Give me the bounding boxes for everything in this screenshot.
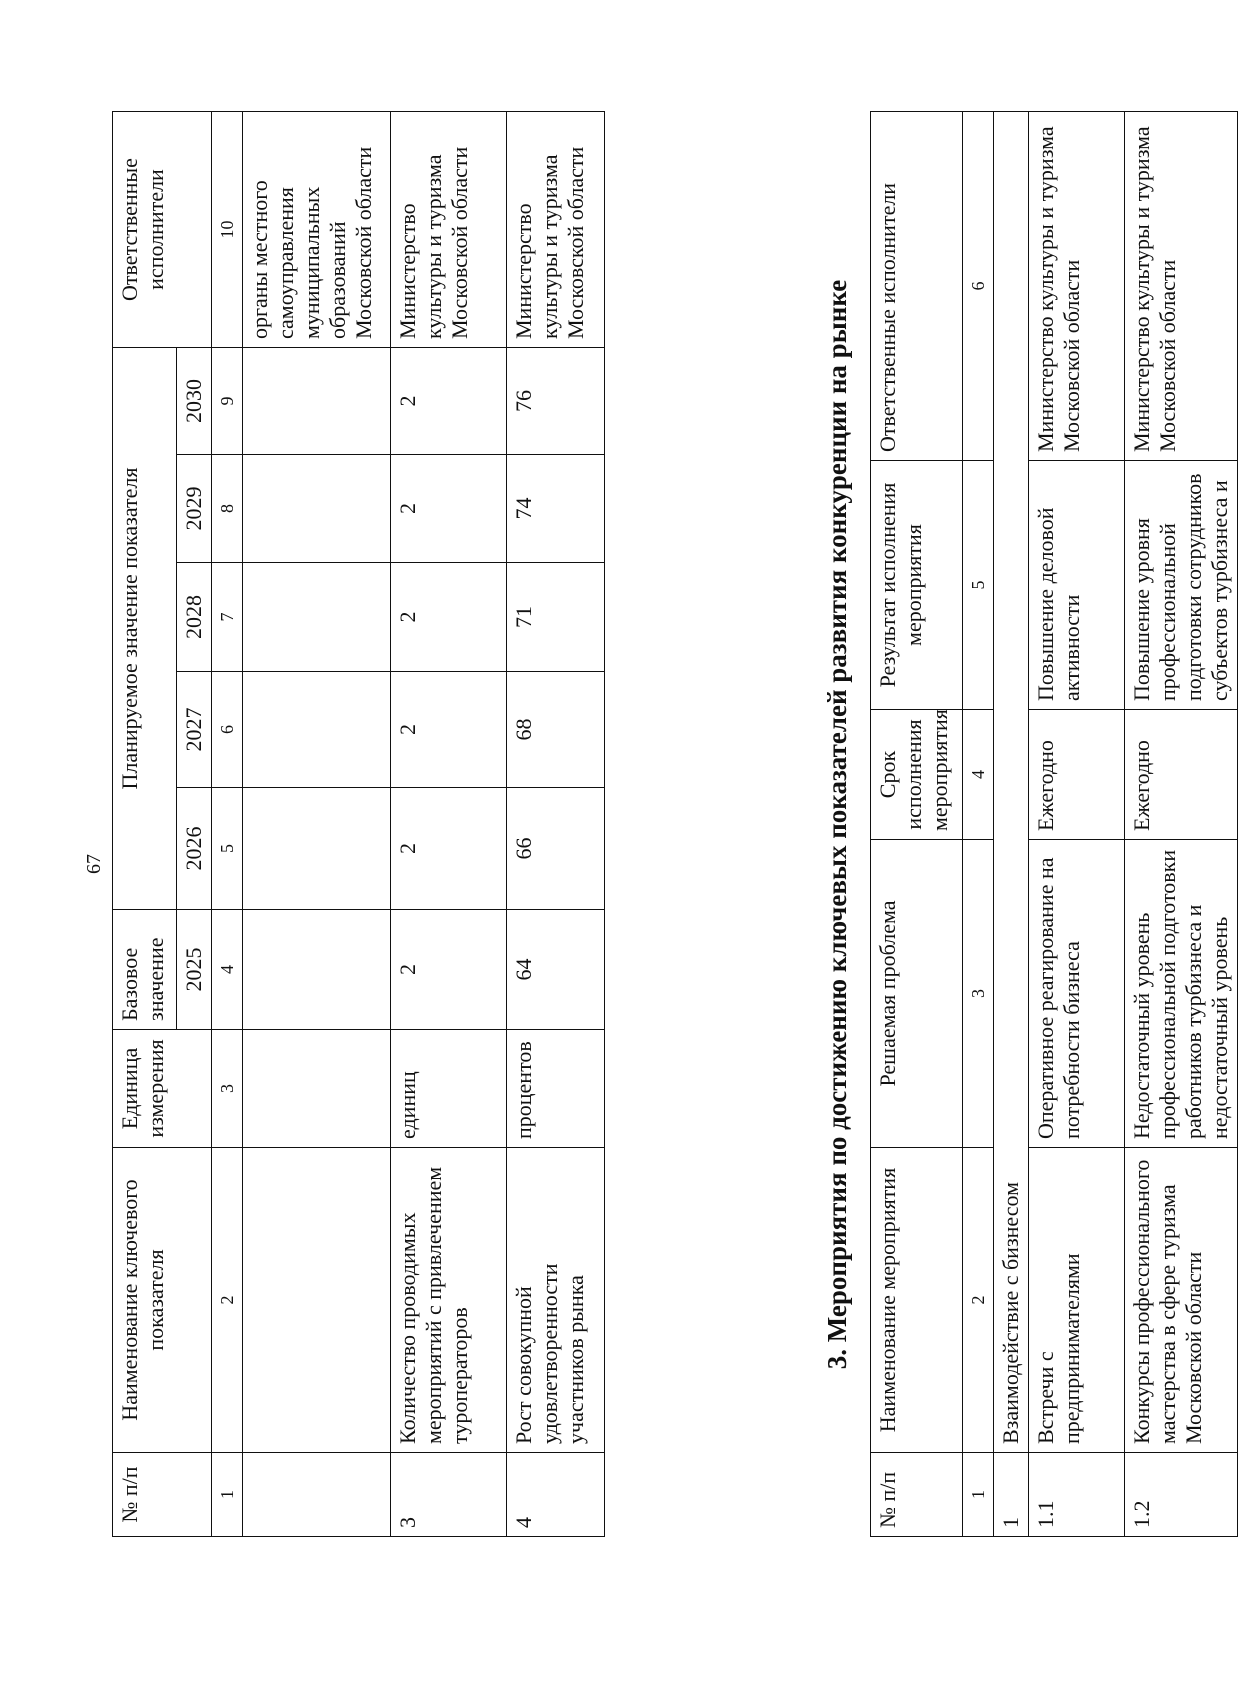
- value-cell: 66: [507, 788, 605, 910]
- column-number: 4: [212, 910, 243, 1030]
- term-cell: Ежегодно: [1029, 710, 1125, 840]
- value-cell: [243, 455, 391, 563]
- table-row: [507, 112, 605, 1537]
- term-cell: Ежегодно: [1125, 710, 1238, 840]
- header-planned-value: Планируемое значение показателя: [113, 348, 177, 910]
- value-cell: [243, 910, 391, 1030]
- indicator-name: Рост совокупной удовлетворенности участников рынка: [507, 1148, 605, 1453]
- column-number: 3: [963, 840, 994, 1148]
- header-measure-name: Наименование мероприятия: [871, 1148, 963, 1453]
- value-cell: 2: [391, 455, 507, 563]
- unit: единиц: [391, 1030, 507, 1148]
- row-num: 3: [391, 1453, 507, 1537]
- column-number: 9: [212, 348, 243, 455]
- value-cell: 76: [507, 348, 605, 455]
- row-num: 1.2: [1125, 1453, 1238, 1537]
- header-num: № п/п: [871, 1453, 963, 1537]
- year-header: 2030: [177, 348, 212, 455]
- year-header: 2027: [177, 672, 212, 788]
- value-cell: [243, 672, 391, 788]
- column-number: 1: [212, 1453, 243, 1537]
- value-cell: [243, 563, 391, 672]
- value-cell: 64: [507, 910, 605, 1030]
- measure-name: Встречи с предпринимателями: [1029, 1148, 1125, 1453]
- header-responsible: Ответственные исполнители: [871, 112, 963, 461]
- key-indicators-table: [112, 111, 605, 1537]
- column-number: 5: [963, 461, 994, 710]
- value-cell: 71: [507, 563, 605, 672]
- value-cell: [243, 348, 391, 455]
- result-cell: Повышение уровня профессиональной подготовки сотрудников субъектов турбизнеса и: [1125, 461, 1238, 710]
- result-cell: Повышение деловой активности: [1029, 461, 1125, 710]
- year-header: 2029: [177, 455, 212, 563]
- value-cell: 2: [391, 788, 507, 910]
- group-num: 1: [994, 1453, 1029, 1537]
- indicator-name: Количество проводимых мероприятий с привлечением туроператоров: [391, 1148, 507, 1453]
- responsible-cell: Министерство культуры и туризма Московской области: [507, 112, 605, 348]
- responsible-cell: Министерство культуры и туризма Московской области: [1029, 112, 1125, 461]
- column-number: 1: [963, 1453, 994, 1537]
- table-row: [391, 112, 507, 1537]
- column-number: 2: [963, 1148, 994, 1453]
- header-indicator-name: Наименование ключевого показателя: [113, 1148, 212, 1453]
- column-number: 6: [212, 672, 243, 788]
- value-cell: 2: [391, 563, 507, 672]
- year-header: 2025: [177, 910, 212, 1030]
- table-row: [1029, 112, 1125, 1537]
- header-responsible: Ответственные исполнители: [113, 112, 212, 348]
- column-number: 8: [212, 455, 243, 563]
- value-cell: [243, 788, 391, 910]
- value-cell: 2: [391, 910, 507, 1030]
- header-problem: Решаемая проблема: [871, 840, 963, 1148]
- unit: процентов: [507, 1030, 605, 1148]
- unit: [243, 1030, 391, 1148]
- column-number: 4: [963, 710, 994, 840]
- column-number: 7: [212, 563, 243, 672]
- year-header: 2028: [177, 563, 212, 672]
- column-number: 3: [212, 1030, 243, 1148]
- row-num: [243, 1453, 391, 1537]
- header-num: № п/п: [113, 1453, 212, 1537]
- problem-cell: Оперативное реагирование на потребности бизнеса: [1029, 840, 1125, 1148]
- measures-table: [870, 111, 1238, 1537]
- value-cell: 68: [507, 672, 605, 788]
- row-num: 1.1: [1029, 1453, 1125, 1537]
- header-base-value: Базовое значение: [113, 910, 177, 1030]
- header-result: Результат исполнения мероприятия: [871, 461, 963, 710]
- column-number: 6: [963, 112, 994, 461]
- group-row: [994, 112, 1029, 1537]
- year-header: 2026: [177, 788, 212, 910]
- header-unit: Единица измерения: [113, 1030, 212, 1148]
- group-label: Взаимодействие с бизнесом: [994, 112, 1029, 1453]
- column-number: 10: [212, 112, 243, 348]
- table-row: [1125, 112, 1238, 1537]
- problem-cell: Недостаточный уровень профессиональной подготовки работников турбизнеса и недостаточный уровень: [1125, 840, 1238, 1148]
- indicator-name: [243, 1148, 391, 1453]
- page-number: 67: [83, 854, 105, 874]
- row-num: 4: [507, 1453, 605, 1537]
- column-number: 5: [212, 788, 243, 910]
- value-cell: 2: [391, 672, 507, 788]
- measure-name: Конкурсы профессионального мастерства в сфере туризма Московской области: [1125, 1148, 1238, 1453]
- section-title: 3. Мероприятия по достижению ключевых показателей развития конкуренции на рынке: [822, 279, 852, 1370]
- responsible-cell: Министерство культуры и туризма Московской области: [1125, 112, 1238, 461]
- value-cell: 2: [391, 348, 507, 455]
- column-number: 2: [212, 1148, 243, 1453]
- table-row: [243, 112, 391, 1537]
- responsible-cell: Министерство культуры и туризма Московской области: [391, 112, 507, 348]
- responsible-cell: органы местного самоуправления муниципальных образований Московской области: [243, 112, 391, 348]
- header-term: Срок исполнения мероприятия: [871, 710, 963, 840]
- value-cell: 74: [507, 455, 605, 563]
